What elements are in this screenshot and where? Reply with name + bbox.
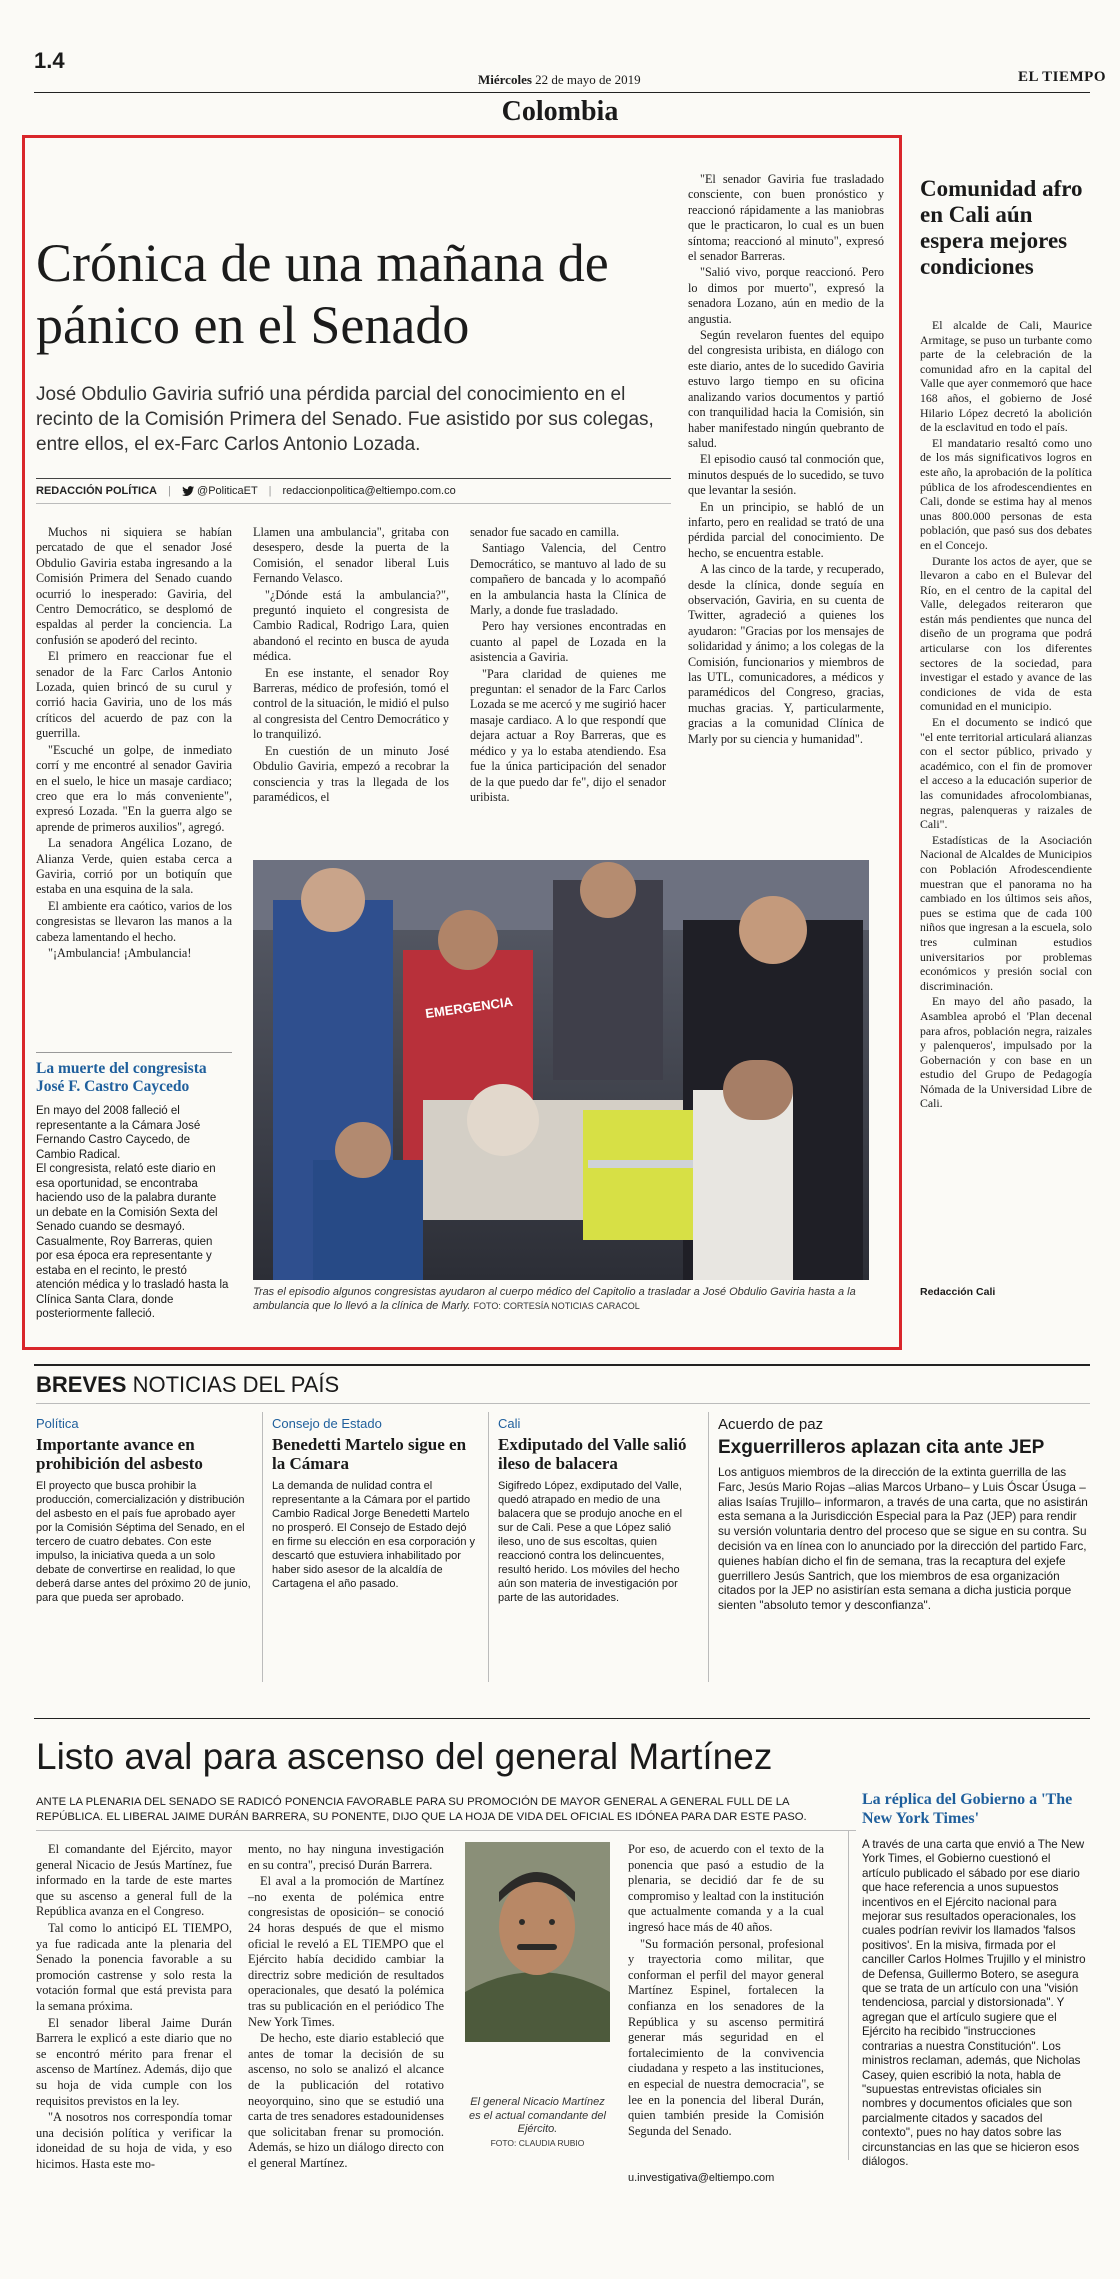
bottom-headline: Listo aval para ascenso del general Martínez: [36, 1736, 773, 1777]
breve-item: [718, 1416, 1090, 1613]
breves-label-rest: NOTICIAS DEL PAÍS: [132, 1372, 340, 1397]
byline-twitter: @PoliticaET: [197, 485, 258, 497]
twitter-icon: [182, 486, 194, 496]
main-photo: [253, 860, 869, 1280]
breve-kicker: Acuerdo de paz: [718, 1416, 824, 1433]
main-col1-p: El ambiente era caótico, varios de los congresistas se llevaron las manos a la cabeza lamentando el hecho.: [36, 898, 232, 944]
main-col4-p: "El senador Gaviria fue trasladado consciente, con buen pronóstico y reaccionó rápidamente a las maniobras que le practicaron, lo cual es un buen síntoma; reaccionó al minuto", expresó el senador Barreras.: [688, 172, 884, 264]
main-lead: José Obdulio Gaviria sufrió una pérdida parcial del conocimiento en el recinto de la Comisión Primera del Senado. Fue asistido por sus colegas, entre ellos, el ex-Farc Carlos Antonio Lozada.: [36, 384, 654, 455]
bottom-sidebar-text: A través de una carta que envió a The New York Times, el Gobierno cuestionó el artículo publicado el sábado por ese diario que hace referencia a unos supuestos incentivos en el Ejército nacional para mejorar sus resultados operacionales, los cuales podrían revivir los llamados 'falsos positivos'. En la misiva, firmada por el canciller Carlos Holmes Trujillo y el ministro de Defensa, Guillermo Botero, se asegura que se trata de un artículo con una "visión tendenciosa, parcial y distorsionada". Y agregan que el artículo sugiere que el Ejército ha recibido "instrucciones contrarias a nuestra Constitución". Los ministros reclaman, además, que Nicholas Casey, quien escribió la nota, habla de "supuestas entrevistas oficiales sin nombres y documentos oficiales que son parcialmente citados y sacados del contexto", pues no hay datos sobre las circunstancias en las que se hicieron esos diálogos.: [862, 1838, 1086, 2168]
general-portrait: [465, 1842, 610, 2042]
bottom-dek-rule: [36, 1830, 856, 1831]
bottom-email[interactable]: u.investigativa@eltiempo.com: [628, 2172, 775, 2184]
main-headline: Crónica de una mañana de pánico en el Senado: [36, 233, 609, 355]
side-p: Estadísticas de la Asociación Nacional de Alcaldes de Municipios con Población Afrodescendiente muestran que el panorama no ha cambiado en los últimos seis años, pues se estima que de cada 100 niños que ingresan a la escuela, solo tres culminan estudios universitarios por problemas económicos y presión social con discriminación.: [920, 832, 1092, 993]
breves-label-bold: BREVES: [36, 1372, 127, 1397]
general-photo: [465, 1842, 610, 2042]
byline-email: redaccionpolitica@eltiempo.com.co: [282, 485, 456, 497]
side-p: El alcalde de Cali, Maurice Armitage, se puso un turbante como parte de la celebración de la comunidad afro en la capital del Valle que ayer conmemoró que hace 168 años, el gobierno de José Hilario López decretó la abolición de la esclavitud en todo el país.: [920, 318, 1092, 435]
byline: REDACCIÓN POLÍTICA | @PoliticaET | redaccionpolitica@eltiempo.com.co: [36, 485, 456, 497]
breve-kicker: Consejo de Estado: [272, 1416, 382, 1431]
bottom-dek: [36, 1795, 856, 1825]
main-col2-p: En cuestión de un minuto José Obdulio Gaviria, empezó a recobrar la consciencia y tras la llegada de los paramédicos, el: [253, 743, 449, 804]
main-col1-p: La senadora Angélica Lozano, de Alianza Verde, quien estaba cerca a Gaviria, corrió por un botiquín que estaba en una esquina de la sala.: [36, 836, 232, 897]
breves-underline: [36, 1403, 1090, 1404]
bottom-col1-p: Tal como lo anticipó EL TIEMPO, ya fue radicada ante la plenaria del Senado la ponencia favorable a su promoción castrense y solo resta la votación formal que está prevista para la semana próxima.: [36, 1920, 232, 2013]
main-col4-p: El episodio causó tal conmoción que, minutos después de lo sucedido, se tuvo que levantar la sesión.: [688, 452, 884, 498]
breve-divider: [262, 1412, 263, 1682]
byline-section: REDACCIÓN POLÍTICA: [36, 485, 157, 497]
breve-item: [272, 1416, 477, 1591]
main-col2-p: Llamen una ambulancia", gritaba con desespero, desde la puerta de la Comisión, el senador liberal Luis Fernando Velasco.: [253, 525, 449, 586]
side-headline: Comunidad afro en Cali aún espera mejores condiciones: [920, 176, 1083, 279]
bottom-dek-line1: ANTE LA PLENARIA DEL SENADO SE RADICÓ PONENCIA FAVORABLE PARA SU PROMOCIÓN DE MAYOR GENERAL A GENERAL FULL DE LA: [36, 1796, 790, 1808]
breve-kicker: Política: [36, 1416, 79, 1431]
main-col-4: [688, 172, 884, 748]
general-caption-text: El general Nicacio Martínez es el actual comandante del Ejército.: [469, 2096, 606, 2135]
section-title: Colombia: [501, 96, 619, 127]
bottom-sidebar-divider: [848, 1830, 849, 2160]
bottom-col1-p: El comandante del Ejército, mayor general Nicacio de Jesús Martínez, fue informado en la tarde de este martes que su ascenso a general full de la República avanza en el Congreso.: [36, 1842, 232, 1919]
main-col1-p: El primero en reaccionar fue el senador de la Farc Carlos Antonio Lozada, quien brincó de su curul y corrió hacia Gaviria, uno de los más críticos del acuerdo de paz con la guerrilla.: [36, 649, 232, 741]
main-col1-p: "Escuché un golpe, de inmediato corrí y me encontré al senador Gaviria en el suelo, le hice un masaje cardiaco; creo que era lo más conveniente", expresó Lozada. "En la guerra algo se aprende de primeros auxilios", agregó.: [36, 742, 232, 834]
general-photo-caption: [465, 2096, 610, 2150]
main-col4-p: En un principio, se habló de un infarto, pero en realidad se trató de una pérdida parcial del conocimiento. De hecho, se encuentra estable.: [688, 499, 884, 560]
bottom-col2-p: mento, no hay ninguna investigación en su contra", precisó Durán Barrera.: [248, 1842, 444, 1872]
main-col1-p: Muchos ni siquiera se habían percatado de que el senador José Obdulio Gaviria estaba ingresando a la Comisión Primera del Senado cuando ocurrió lo inesperado: Gaviria, del Centro Democrático, se desplomó de espaldas al perder la conciencia. La confusión se apoderó del recinto.: [36, 525, 232, 647]
main-col3-p: Pero hay versiones encontradas en cuanto al papel de Lozada en la asistencia a Gaviria.: [470, 619, 666, 665]
breve-title: Exguerrilleros aplazan cita ante JEP: [718, 1437, 1045, 1458]
main-col3-p: senador fue sacado en camilla.: [470, 525, 620, 539]
sidebar-p: El congresista, relató este diario en esa oportunidad, se encontraba haciendo uso de la palabra durante un debate en la Comisión Sexta del Senado cuando se desmayó.: [36, 1163, 218, 1233]
breve-item: [498, 1416, 698, 1605]
main-col4-p: A las cinco de la tarde, y recuperado, desde la clínica, donde seguía en observación, Gaviria, en su cuenta de Twitter, agradeció a quienes los ayudaron: "Gracias por los mensajes de solidaridad y ánimo; a los colegas de la Comisión, funcionarios y miembros de las UTL, comunicadores, a médicos y paramédicos del Congreso, gracias, muchas gracias. Y, particularmente, gracias a la comunidad Clínica de Marly por su ciencia y humanidad".: [688, 562, 884, 746]
issue-date-rest: 22 de mayo de 2019: [535, 72, 641, 87]
page-number: 1.4: [34, 48, 65, 73]
photo-vest-label: EMERGENCIA: [424, 993, 514, 1022]
bottom-col1-p: El senador liberal Jaime Durán Barrera le explicó a este diario que no se encontró mérito para frenar el ascenso de Martínez. Además, dijo que su hoja de vida cumple con los requisitos previstos en la ley.: [36, 2015, 232, 2108]
photo-caption: [253, 1286, 869, 1313]
bottom-col3-p: "Su formación personal, profesional y trayectoria como militar, que conforman el perfil del mayor general Martínez Espinel, fortalecen la confianza en los senadores de la República y su ascenso permitirá generar más seguridad en el fortalecimiento de la convivencia ciudadana y respeto a las instituciones, en especial de nuestra democracia", se lee en la ponencia del liberal Durán, quien también preside la Comisión Segunda del Senado.: [628, 1936, 824, 2138]
brand-logo: EL TIEMPO: [1018, 69, 1106, 85]
main-col1-p: "¡Ambulancia! ¡Ambulancia!: [48, 945, 192, 960]
breves-top-rule: [34, 1364, 1090, 1366]
photo-caption-text: Tras el episodio algunos congresistas ayudaron al cuerpo médico del Capitolio a trasladar a José Obdulio Gaviria hasta a la ambulancia que lo llevó a la clínica de Marly.: [253, 1286, 856, 1312]
breve-title: Exdiputado del Valle salió ileso de balacera: [498, 1435, 687, 1473]
breve-title: Importante avance en prohibición del asbesto: [36, 1435, 203, 1473]
breve-title: Benedetti Martelo sigue en la Cámara: [272, 1435, 467, 1473]
byline-rule: [36, 478, 671, 479]
breve-divider: [488, 1412, 489, 1682]
breve-kicker: Cali: [498, 1416, 521, 1431]
bottom-sidebar-title: La réplica del Gobierno a 'The New York Times': [862, 1791, 1073, 1827]
side-credit: Redacción Cali: [920, 1286, 996, 1298]
sidebar-p: En mayo del 2008 falleció el representante a la Cámara José Fernando Castro Caycedo, de Cambio Radical.: [36, 1105, 201, 1161]
main-col4-p: "Salió vivo, porque reaccionó. Pero lo dimos por muerto", expresó la senadora Lozano, aún en medio de la angustia.: [688, 265, 884, 326]
bottom-top-rule: [34, 1718, 1090, 1719]
photo-scene-illustration: [253, 860, 869, 1280]
main-col3-p: Santiago Valencia, del Centro Democrático, se mantuvo al lado de su compañero de bancada y lo acompañó en la ambulancia hasta la Clínica de Marly, a donde fue trasladado.: [470, 541, 666, 618]
bottom-col-1: [36, 1842, 232, 2173]
main-col4-p: Según revelaron fuentes del equipo del congresista uribista, en diálogo con este diario, antes de lo sucedido Gaviria estuvo largo tiempo en su oficina analizando varios documentos y partió con tranquilidad hacia la Comisión, sin haber manifestado ningún quebranto de salud.: [688, 328, 884, 450]
byline-rule-bottom: [36, 503, 671, 504]
sidebar-p: Casualmente, Roy Barreras, quien por esa época era representante y estaba en el recinto, le prestó atención médica y lo trasladó hasta la Clínica Santa Clara, donde posteriormente falleció.: [36, 1235, 229, 1320]
bottom-col2-p: El aval a la promoción de Martínez –no exenta de polémica entre congresistas de oposición– se conoció 24 horas después de que el mismo oficial le reveló a EL TIEMPO que el Ejército había decidido cambiar la directriz sobre medición de resultados operacionales, que desató la polémica tras su publicación en el periódico The New York Times.: [248, 1874, 444, 2029]
breve-item: [36, 1416, 251, 1605]
main-col-1: [36, 525, 232, 962]
sidebar-title: La muerte del congresista José F. Castro Caycedo: [36, 1060, 207, 1095]
main-col-3: [470, 525, 666, 806]
main-col3-p: "Para claridad de quienes me preguntan: el senador de la Farc Carlos Lozada se me acercó y me sugirió hacer masaje cardiaco. A lo que respondí que dejara actuar a Roy Barreras, que es médico y ya lo estaba atendiendo. Esa fue la única participación del senador de la que puedo dar fe", dijo el senador uribista.: [470, 666, 666, 804]
issue-date: [478, 72, 641, 88]
issue-date-day: Miércoles: [478, 72, 532, 87]
photo-credit: FOTO: CORTESÍA NOTICIAS CARACOL: [473, 1300, 640, 1311]
bottom-col-2: [248, 1842, 444, 2172]
side-p: En mayo del año pasado, la Asamblea aprobó el 'Plan decenal para afros, población negra, raizales y palenqueros', impulsado por la Gobernación y con base en un estudio del Grupo de Pedagogía Nómada de la Universidad Libre de Cali.: [920, 994, 1092, 1111]
bottom-col2-p: De hecho, este diario estableció que antes de tomar la decisión de su ascenso, no solo se analizó el alcance de la publicación del rotativo neoyorquino, sino que se estudió una carta de tres senadores estadounidenses que solicitaban frenar su promoción. Además, se hizo un diálogo directo con el general Martínez.: [248, 2031, 444, 2170]
sidebar-rule: [36, 1052, 232, 1053]
breve-text: El proyecto que busca prohibir la producción, comercialización y distribución del asbesto en el país fue aprobado ayer por la Comisión Séptima del Senado, en el tercero de cuatro debates. Con este impulso, la iniciativa queda a un solo debate de convertirse en realidad, lo que deberá darse antes del próximo 20 de junio, para que pueda ser aprobado.: [36, 1480, 251, 1604]
breve-text: Sigifredo López, exdiputado del Valle, quedó atrapado en medio de una balacera que se produjo anoche en el sur de Cali. Pese a que López salió ileso, uno de sus escoltas, quien reaccionó contra los delincuentes, resultó herido. Los móviles del hecho aún son materia de investigación por parte de las autoridades.: [498, 1480, 683, 1604]
bottom-col1-p: "A nosotros nos correspondía tomar una decisión política y verificar la idoneidad de su hoja de vida, y eso hicimos. Hasta este mo-: [36, 2110, 232, 2171]
bottom-col-3: [628, 1842, 824, 2140]
bottom-col3-p: Por eso, de acuerdo con el texto de la ponencia que pasó a estudio de la plenaria, se decidió dar fe de su compromiso y lealtad con la institución que actualmente comanda y a la cual ingresó hace más de 40 años.: [628, 1842, 824, 1934]
side-col: [920, 318, 1092, 1112]
general-photo-credit: FOTO: CLAUDIA RUBIO: [490, 2137, 585, 2148]
breve-text: La demanda de nulidad contra el representante a la Cámara por el partido Cambio Radical Jorge Benedetti Martelo no prosperó. El Consejo de Estado dejó en firme su elección en esa corporación y descartó que estuviera inhabilitado por haber sido asesor de la alcaldía de Cartagena el año pasado.: [272, 1480, 475, 1590]
side-p: Durante los actos de ayer, que se llevaron a cabo en el Bulevar del Río, en el centro de la capital del Valle, delegados reiteraron que están más pendientes que nunca del diseño de un programa que podrá articularse con los diferentes sectores de la sociedad, para investigar el estado y avance de las condiciones de vida de esta comunidad en el municipio.: [920, 553, 1092, 714]
header-rule: [34, 92, 1090, 93]
bottom-dek-line2: REPÚBLICA. EL LIBERAL JAIME DURÁN BARRERA, SU PONENTE, DIJO QUE LA HOJA DE VIDA DEL OFICIAL ES IDÓNEA PARA DAR ESTE PASO.: [36, 1811, 807, 1823]
side-p: El mandatario resaltó como uno de los más significativos logros en este año, la aprobación de la política pública de los afrodescendientes en Cali, donde se estima hay al menos unas 800.000 personas de esta población, que pasó sus dos debates en el Concejo.: [920, 435, 1092, 552]
sidebar-text: [36, 1104, 232, 1322]
main-col2-p: En ese instante, el senador Roy Barreras, médico de profesión, tomó el control de la situación, le midió el pulso al congresista del Centro Democrático y lo tranquilizó.: [253, 665, 449, 742]
breve-text: Los antiguos miembros de la dirección de la extinta guerrilla de las Farc, Jesús Mario Rojas –alias Marcos Urbano– y Luis Óscar Úsuga –alias Isaías Trujillo– informaron, a través de una carta, que no asistirán esta semana a la Jurisdicción Especial para la Paz (JEP) para rendir su versión voluntaria dentro del proceso que se sigue en su contra. Su decisión va en línea con lo anunciado por la dirección del partido Farc, quienes habían dicho el fin de semana, tras la recaptura del exjefe guerrillero Jesús Santrich, que los miembros de esa organización citados por la JEP no asistirían esta semana a dicha justicia porque sienten "absoluto temor y desconfianza".: [718, 1465, 1088, 1613]
breve-divider: [708, 1412, 709, 1682]
side-p: En el documento se indicó que "el ente territorial articulará alianzas con el sector público, privado y académico, con el fin de promover el acceso a la educación superior de las comunidades afrocolombianas, negras, palenqueras y raizales de Cali".: [920, 715, 1092, 832]
main-col2-p: "¿Dónde está la ambulancia?", preguntó inquieto el congresista de Cambio Radical, Rodrigo Lara, quien abandonó el recinto en busca de ayuda médica.: [253, 587, 449, 664]
breves-label: [36, 1372, 339, 1398]
main-col-2: [253, 525, 449, 806]
